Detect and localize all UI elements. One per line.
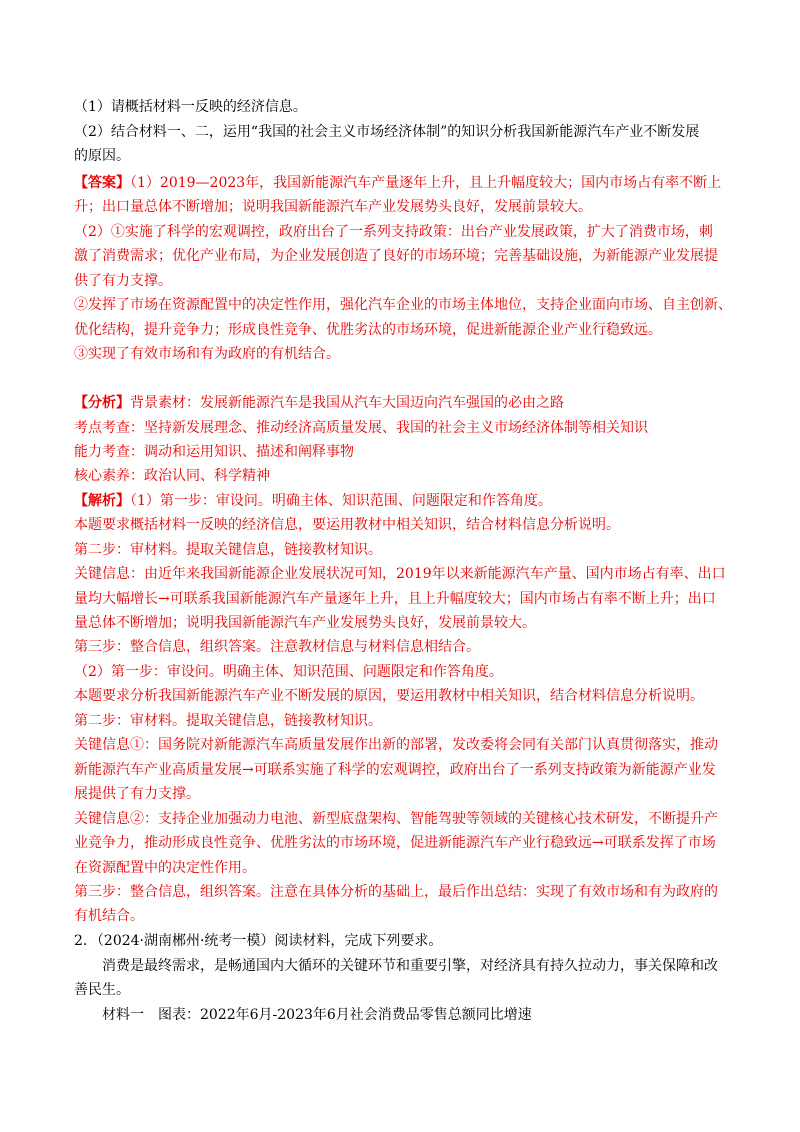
answer-line-5: 供了有力支撑。 (74, 273, 172, 289)
explain-text-1: （1）第一步：审设问。明确主体、知识范围、问题限定和作答角度。 (130, 493, 552, 509)
answer-line-8: ③实现了有效市场和有为政府的有机结合。 (74, 346, 340, 362)
question-2-line-1: （2）结合材料一、二，运用“我国的社会主义市场经济体制”的知识分析我国新能源汽车产业不断发展 (74, 124, 700, 140)
explain-line-7: 第三步：整合信息，组织答案。注意教材信息与材料信息相结合。 (74, 639, 480, 655)
explain-label: 【解析】 (74, 493, 130, 509)
explain-line-14: 关键信息②：支持企业加强动力电池、新型底盘架构、智能驾驶等领域的关键核心技术研发，不断提升产 (74, 811, 718, 827)
question-2-header: 2．（2024·湖南郴州·统考一模）阅读材料，完成下列要求。 (74, 933, 443, 949)
explain-line-2: 本题要求概括材料一反映的经济信息，要运用教材中相关知识，结合材料信息分析说明。 (74, 517, 620, 533)
answer-text-1: （1）2019—2023年，我国新能源汽车产量逐年上升，且上升幅度较大；国内市场占有率不断上 (130, 175, 722, 191)
answer-line-3: （2）①实施了科学的宏观调控，政府出台了一系列支持政策：出台产业发展政策，扩大了消费市场，刺 (74, 224, 713, 240)
analysis-background: 背景素材：发展新能源汽车是我国从汽车大国迈向汽车强国的必由之路 (130, 395, 564, 411)
answer-line-4: 激了消费需求；优化产业布局，为企业发展创造了良好的市场环境；完善基础设施，为新能源产业发展提 (74, 248, 718, 264)
explain-line-10: 第二步：审材料。提取关键信息，链接教材知识。 (74, 713, 382, 729)
explain-line-18: 有机结合。 (74, 908, 144, 924)
explain-line-12: 新能源汽车产业高质量发展→可联系实施了科学的宏观调控，政府出台了一系列支持政策为新能源产业发 (74, 762, 716, 778)
question-2-line-2: 的原因。 (74, 148, 130, 164)
analysis-line (74, 394, 734, 412)
explain-line-15: 业竞争力，推动形成良性竞争、优胜劣汰的市场环境，促进新能源汽车产业行稳致远→可联系发挥了市场 (74, 835, 716, 851)
answer-line-7: 优化结构，提升竞争力；形成良性竞争、优胜劣汰的市场环境，促进新能源企业产业行稳致远。 (74, 322, 662, 338)
explain-line-9: 本题要求分析我国新能源汽车产业不断发展的原因，要运用教材中相关知识，结合材料信息分析说明。 (74, 688, 704, 704)
analysis-kaodian: 考点考查：坚持新发展理念、推动经济高质量发展、我国的社会主义市场经济体制等相关知识 (74, 420, 648, 436)
explain-line-3: 第二步：审材料。提取关键信息，链接教材知识。 (74, 542, 382, 558)
intro-line-2: 善民生。 (74, 982, 130, 998)
explain-line-11: 关键信息①：国务院对新能源汽车高质量发展作出新的部署，发改委将会同有关部门认真贯彻落实，推动 (74, 737, 718, 753)
answer-line-6: ②发挥了市场在资源配置中的决定性作用，强化汽车企业的市场主体地位，支持企业面向市场、自主创新、 (74, 297, 732, 313)
explain-line-4: 关键信息：由近年来我国新能源企业发展状况可知，2019年以来新能源汽车产量、国内市场占有率、出口 (74, 566, 726, 582)
answer-label: 【答案】 (74, 175, 130, 191)
analysis-label: 【分析】 (74, 395, 130, 411)
explain-line-1 (74, 492, 734, 510)
answer-line-1 (74, 174, 734, 192)
explain-line-6: 量总体不断增加；说明我国新能源汽车产业发展势头良好，发展前景较大。 (74, 615, 536, 631)
explain-line-17: 第三步：整合信息，组织答案。注意在具体分析的基础上，最后作出总结：实现了有效市场和有为政府的 (74, 884, 718, 900)
material-1-caption: 材料一 图表：2022年6月-2023年6月社会消费品零售总额同比增速 (102, 1007, 532, 1023)
question-1: （1）请概括材料一反映的经济信息。 (74, 99, 307, 115)
analysis-suyang: 核心素养：政治认同、科学精神 (74, 468, 270, 484)
analysis-nengli: 能力考查：调动和运用知识、描述和阐释事物 (74, 444, 354, 460)
explain-line-13: 展提供了有力支撑。 (74, 786, 200, 802)
answer-line-2: 升；出口量总体不断增加；说明我国新能源汽车产业发展势头良好，发展前景较大。 (74, 199, 592, 215)
explain-line-16: 在资源配置中的决定性作用。 (74, 860, 256, 876)
explain-line-5: 量均大幅增长→可联系我国新能源汽车产量逐年上升，且上升幅度较大；国内市场占有率不断上升；出口 (74, 591, 716, 607)
explain-line-8: （2）第一步：审设问。明确主体、知识范围、问题限定和作答角度。 (74, 664, 503, 680)
intro-line-1: 消费是最终需求，是畅通国内大循环的关键环节和重要引擎，对经济具有持久拉动力，事关保障和改 (102, 958, 718, 974)
